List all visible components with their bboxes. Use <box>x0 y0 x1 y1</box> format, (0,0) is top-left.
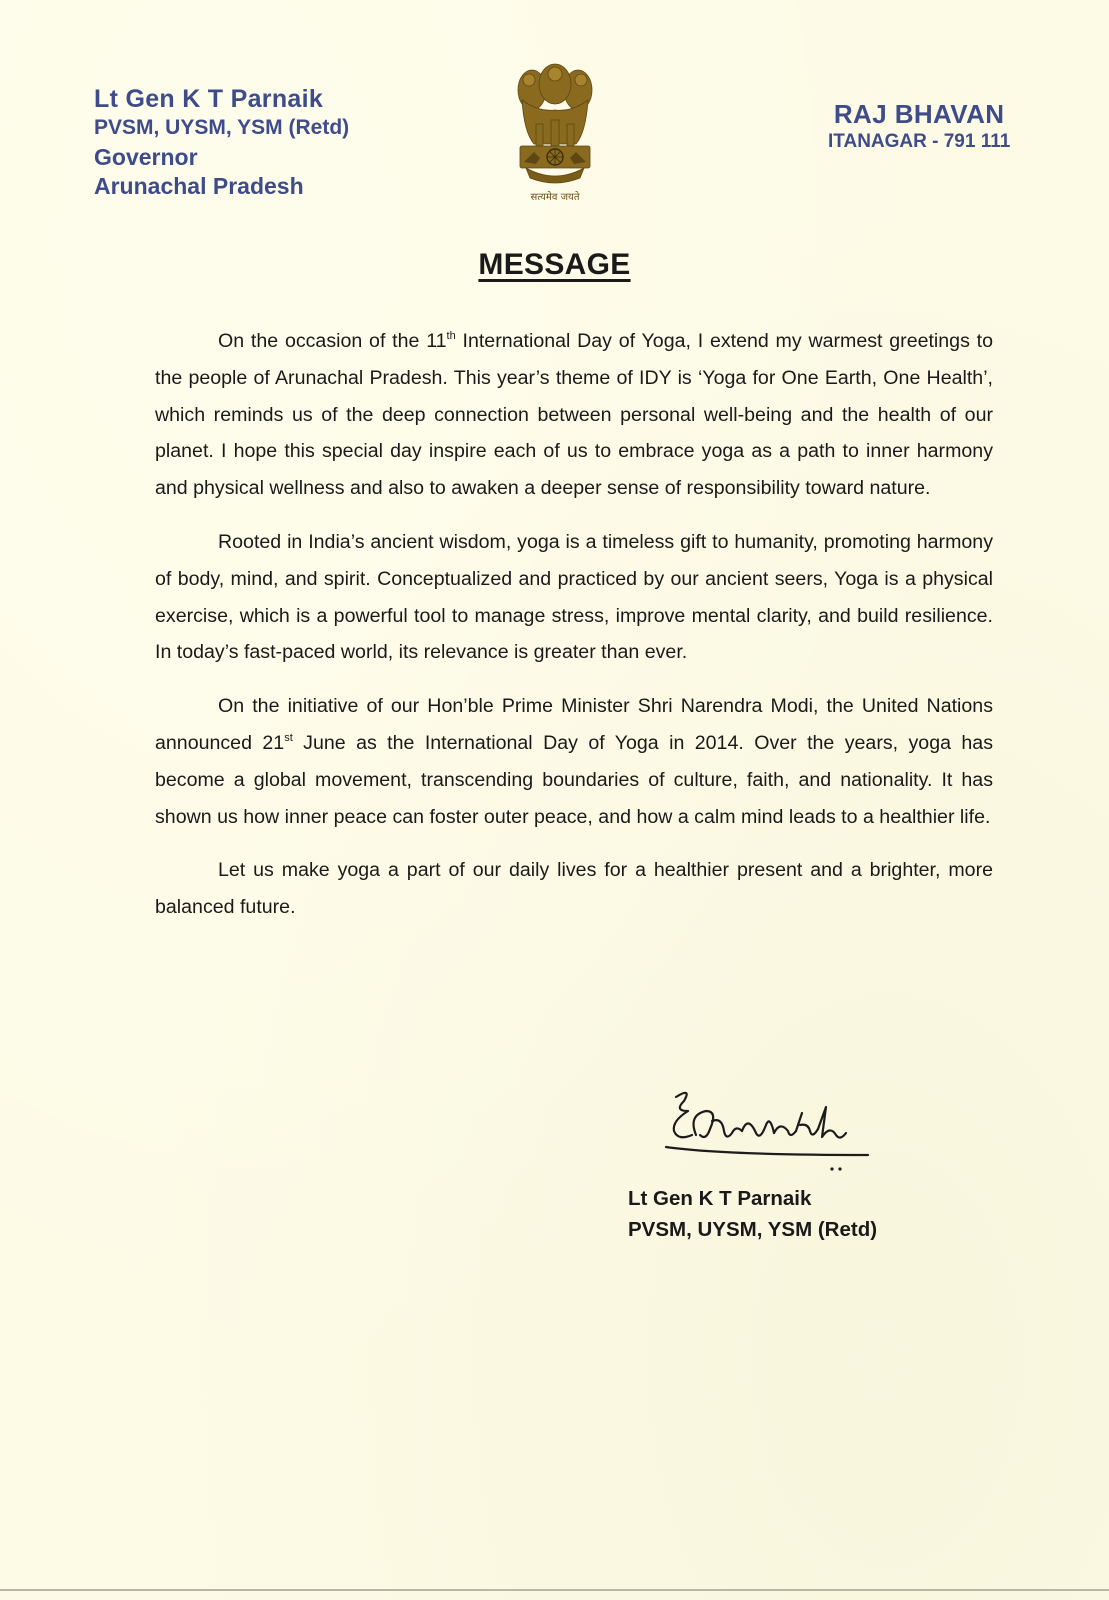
address-city: ITANAGAR - 791 111 <box>828 131 1011 152</box>
message-body <box>155 323 993 943</box>
address-place: RAJ BHAVAN <box>833 99 1005 129</box>
paragraph-1-text-a: On the occasion of the 11 <box>218 330 447 352</box>
handwritten-signature <box>662 1085 892 1181</box>
letterhead-state: Arunachal Pradesh <box>94 173 304 199</box>
signature-block <box>628 1183 877 1245</box>
paragraph-4: Let us make yoga a part of our daily lives for a healthier present and a brighter, more balanced future. <box>155 859 993 919</box>
state-emblem-icon <box>512 60 598 208</box>
letterhead-decorations: PVSM, UYSM, YSM (Retd) <box>94 116 350 139</box>
page-edge-divider <box>0 1589 1109 1591</box>
paragraph-3-text-a: On the initiative of our Hon’ble Prime Minister Shri Narendra Modi, the United Nations announced 21 <box>155 695 993 754</box>
signer-decorations: PVSM, UYSM, YSM (Retd) <box>628 1218 878 1241</box>
paragraph-3-text-b: June as the International Day of Yoga in 2014. Over the years, yoga has become a global movement, transcending boundaries of culture, faith, and nationality. It has shown us how inner peace can foster outer peace, and how a calm mind leads to a healthier life. <box>155 731 993 828</box>
paragraph-1 <box>155 323 993 507</box>
letterhead-left <box>94 84 349 200</box>
paragraph-3 <box>155 688 993 835</box>
ordinal-suffix: th <box>446 330 456 342</box>
signer-name: Lt Gen K T Parnaik <box>628 1187 812 1210</box>
letterhead-office: Governor <box>94 144 198 170</box>
emblem-motto: सत्यमेव जयते <box>530 192 580 203</box>
letterhead-right <box>828 98 1010 154</box>
ordinal-suffix: st <box>284 731 293 744</box>
paragraph-1-text-b: International Day of Yoga, I extend my warmest greetings to the people of Arunachal Pradesh. This year’s theme of IDY is ‘Yoga for One Earth, One Health’, which reminds us of the deep connection between personal well-being and the health of our planet. I hope this special day inspire each of us to embrace yoga as a path to inner harmony and physical wellness and also to awaken a deeper sense of responsibility toward nature. <box>155 330 993 500</box>
letterhead-name: Lt Gen K T Parnaik <box>94 85 324 113</box>
message-title-wrap <box>0 248 1109 282</box>
paragraph-2: Rooted in India’s ancient wisdom, yoga is a timeless gift to humanity, promoting harmony of body, mind, and spirit. Conceptualized and practiced by our ancient seers, Yoga is a physical exercise, which is a powerful tool to manage stress, improve mental clarity, and build resilience. In today’s fast-paced world, its relevance is greater than ever. <box>155 530 993 664</box>
message-title: MESSAGE <box>478 248 631 281</box>
